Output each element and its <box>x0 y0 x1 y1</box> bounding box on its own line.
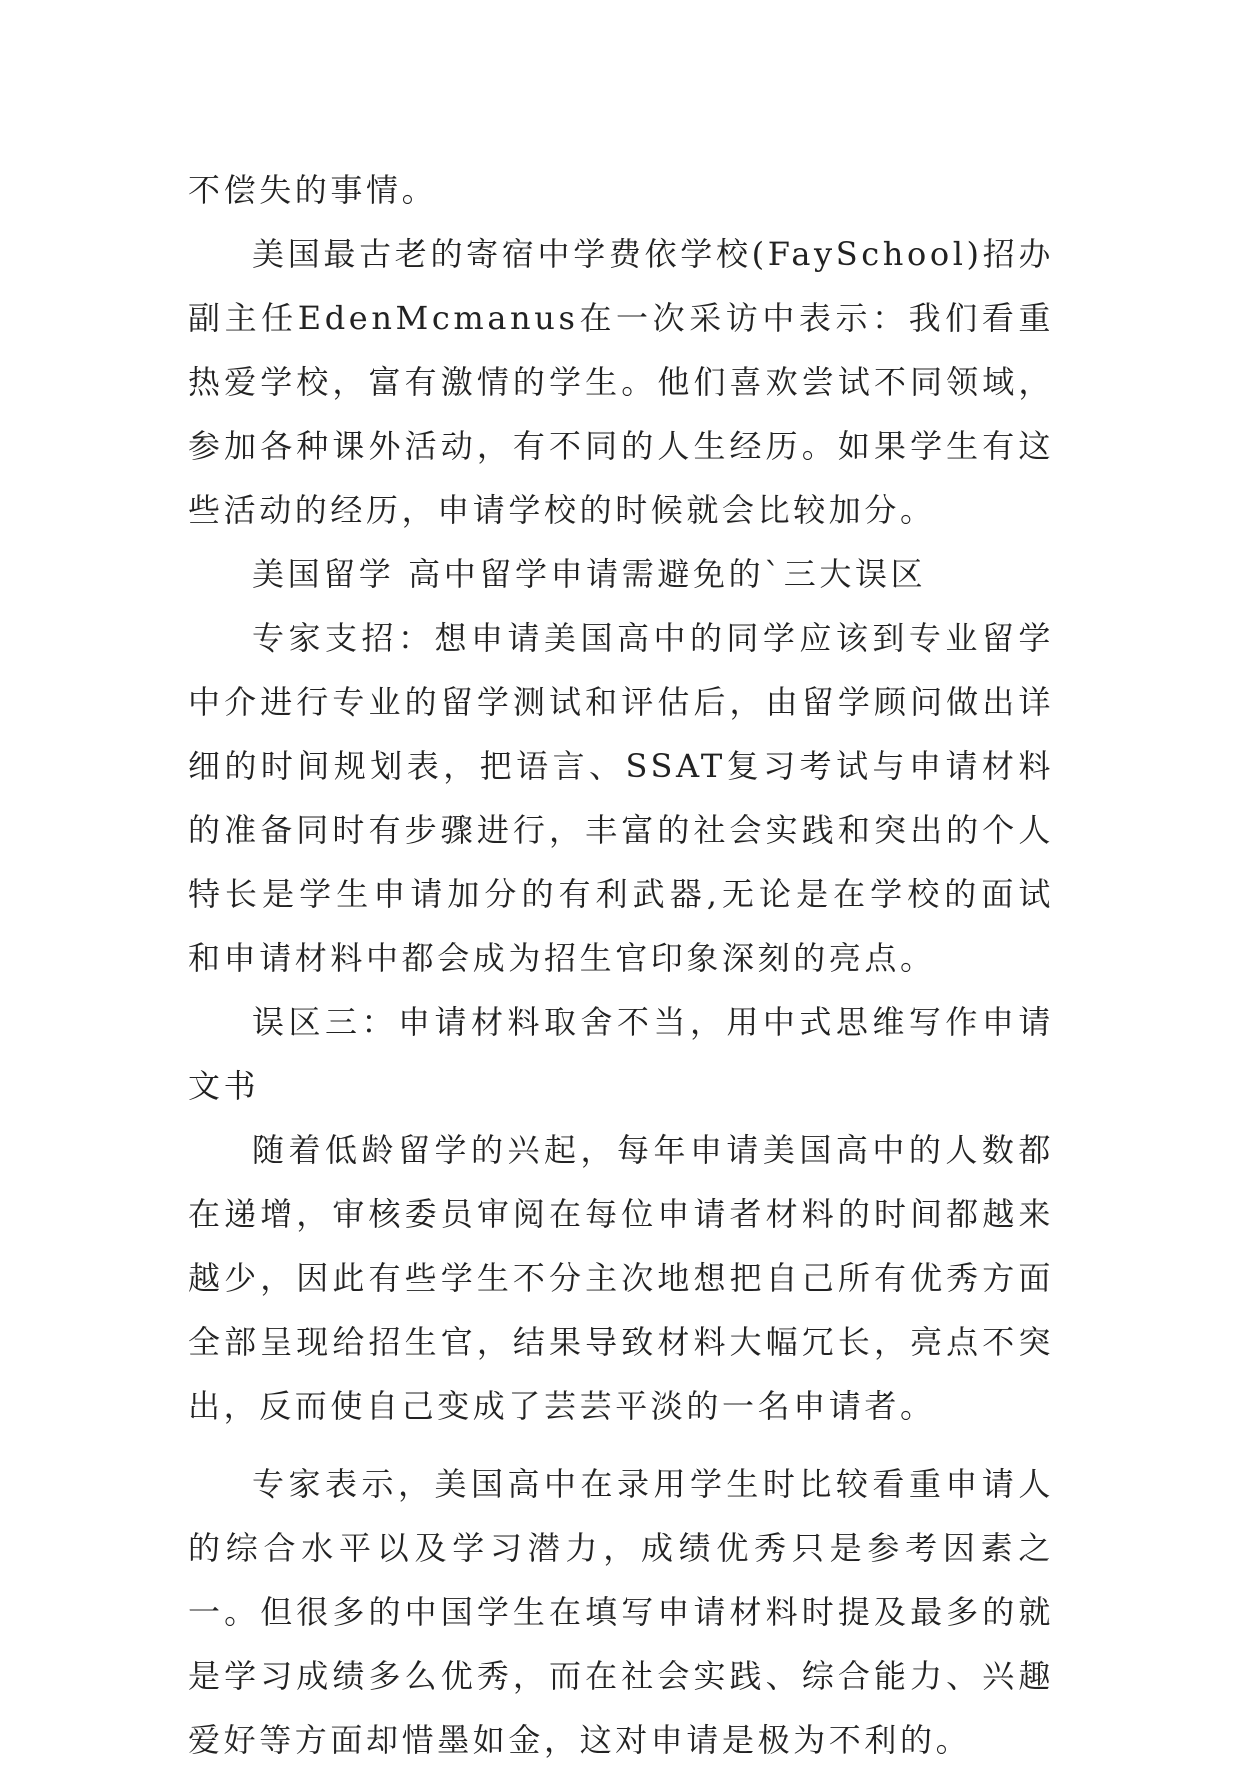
paragraph-applicant-trend: 随着低龄留学的兴起，每年申请美国高中的人数都在递增，审核委员审阅在每位申请者材料的时间都越来越少，因此有些学生不分主次地想把自己所有优秀方面全部呈现给招生官，结果导致材料大幅冗长，亮点不突出，反而使自己变成了芸芸平淡的一名申请者。 <box>188 1131 1054 1425</box>
paragraph-expert-comment: 专家表示，美国高中在录用学生时比较看重申请人的综合水平以及学习潜力，成绩优秀只是参考因素之一。但很多的中国学生在填写申请材料时提及最多的就是学习成绩多么优秀，而在社会实践、综合能力、兴趣爱好等方面却惜墨如金，这对申请是极为不利的。 <box>188 1465 1054 1759</box>
paragraph-continuation: 不偿失的事情。 <box>188 171 438 209</box>
paragraph-section-heading: 美国留学 高中留学申请需避免的`三大误区 <box>252 555 927 593</box>
paragraph-fay-school-quote: 美国最古老的寄宿中学费依学校(FaySchool)招办副主任EdenMcmanus在一次采访中表示：我们看重热爱学校，富有激情的学生。他们喜欢尝试不同领域，参加各种课外活动，有不同的人生经历。如果学生有这些活动的经历，申请学校的时候就会比较加分。 <box>188 235 1054 529</box>
document-body <box>188 158 1054 1772</box>
paragraph-expert-advice: 专家支招：想申请美国高中的同学应该到专业留学中介进行专业的留学测试和评估后，由留学顾问做出详细的时间规划表，把语言、SSAT复习考试与申请材料的准备同时有步骤进行，丰富的社会实践和突出的个人特长是学生申请加分的有利武器,无论是在学校的面试和申请材料中都会成为招生官印象深刻的亮点。 <box>188 619 1054 977</box>
paragraph-mistake-three-heading: 误区三：申请材料取舍不当，用中式思维写作申请文书 <box>188 1003 1054 1105</box>
